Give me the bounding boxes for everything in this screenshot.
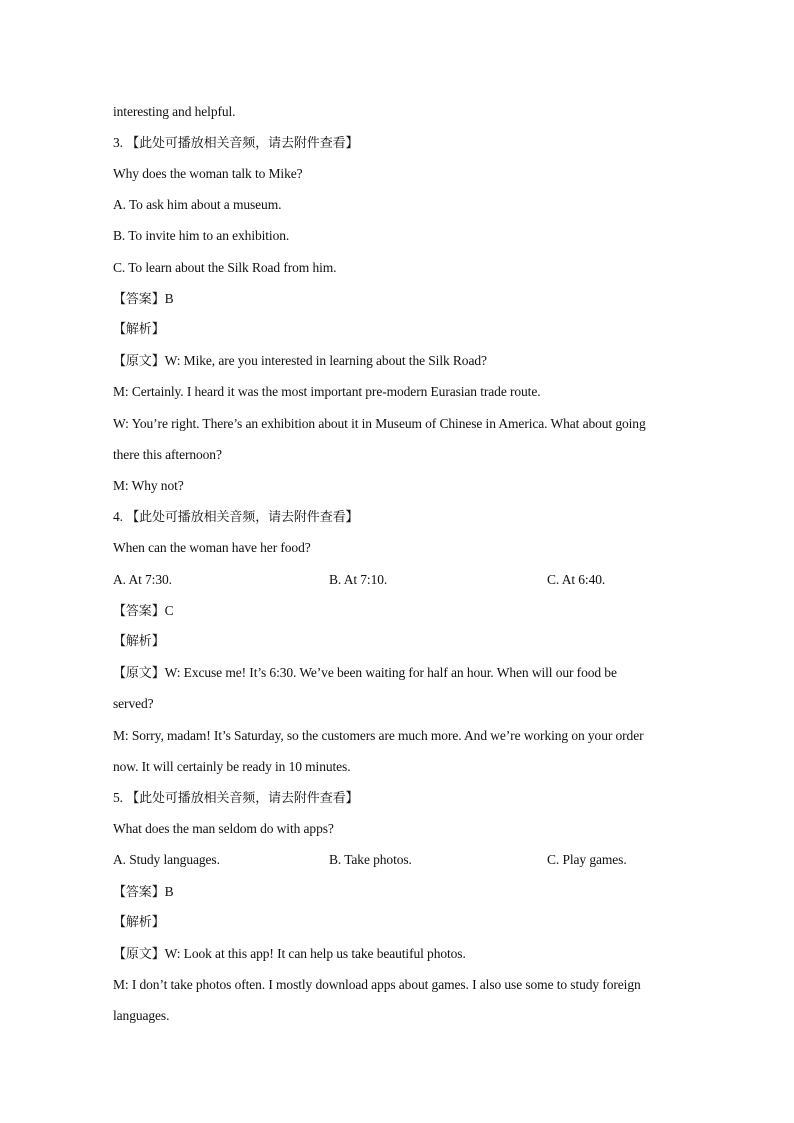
question-3-text: Why does the woman talk to Mike? [113,166,303,181]
text-line: interesting and helpful. [113,104,236,119]
transcript-line: languages. [113,1008,170,1023]
transcript-line: served? [113,696,154,711]
question-4-header [113,508,358,527]
answer-line [113,883,174,902]
option-a: A. At 7:30. [113,572,172,587]
transcript-line: now. It will certainly be ready in 10 minutes. [113,759,351,774]
transcript-line [113,352,487,371]
answer-line [113,290,174,309]
transcript-line: M: Why not? [113,478,184,493]
transcript-line: there this afternoon? [113,447,222,462]
transcript-label: 【原文】 [113,666,165,681]
answer-label: 【答案】 [113,292,165,307]
audio-note: 【此处可播放相关音频，请去附件查看】 [126,510,359,525]
transcript-label: 【原文】 [113,947,165,962]
analysis-label: 【解析】 [113,915,165,930]
option-a: A. To ask him about a museum. [113,197,282,212]
answer-value: C [164,603,174,618]
audio-note: 【此处可播放相关音频，请去附件查看】 [126,791,359,806]
option-a: A. Study languages. [113,852,220,867]
option-b: B. To invite him to an exhibition. [113,228,290,243]
answer-label: 【答案】 [113,885,165,900]
question-4-text: When can the woman have her food? [113,540,311,555]
answer-line [113,602,174,621]
audio-note: 【此处可播放相关音频，请去附件查看】 [126,136,359,151]
transcript-line [113,664,617,683]
transcript-line: M: I don’t take photos often. I mostly download apps about games. I also use some to study foreign [113,977,641,992]
answer-value: B [164,291,174,306]
transcript-text: W: Look at this app! It can help us take beautiful photos. [164,946,466,961]
option-b: B. Take photos. [329,852,412,867]
question-number: 5. [113,790,127,805]
option-c: C. Play games. [547,852,627,867]
option-b: B. At 7:10. [329,572,388,587]
transcript-line: M: Sorry, madam! It’s Saturday, so the customers are much more. And we’re working on your order [113,728,644,743]
question-3-header [113,134,358,153]
transcript-line [113,945,466,964]
answer-value: B [164,884,174,899]
question-5-text: What does the man seldom do with apps? [113,821,334,836]
answer-label: 【答案】 [113,604,165,619]
option-c: C. At 6:40. [547,572,606,587]
question-number: 4. [113,509,127,524]
transcript-text: W: Mike, are you interested in learning about the Silk Road? [164,353,487,368]
analysis-label: 【解析】 [113,634,165,649]
question-5-header [113,789,358,808]
analysis-label: 【解析】 [113,322,165,337]
transcript-text: W: Excuse me! It’s 6:30. We’ve been waiting for half an hour. When will our food be [164,665,617,680]
transcript-line: M: Certainly. I heard it was the most important pre-modern Eurasian trade route. [113,384,541,399]
option-c: C. To learn about the Silk Road from him. [113,260,337,275]
question-number: 3. [113,135,127,150]
transcript-label: 【原文】 [113,354,165,369]
transcript-line: W: You’re right. There’s an exhibition about it in Museum of Chinese in America. What about going [113,416,646,431]
